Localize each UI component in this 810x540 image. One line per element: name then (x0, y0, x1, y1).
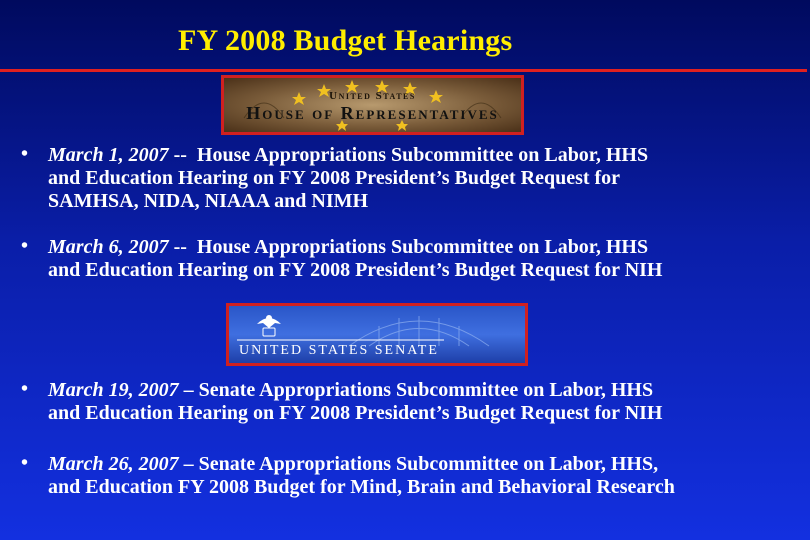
hearing-description-line3: SAMHSA, NIDA, NIAAA and NIMH (48, 190, 369, 212)
hearing-date: March 1, 2007 (48, 144, 169, 166)
title-divider (0, 69, 807, 72)
hearing-description-line2: and Education Hearing on FY 2008 President’s Budget Request for NIH (48, 402, 663, 424)
united-states-senate-logo (226, 303, 528, 366)
hearing-date: March 19, 2007 (48, 379, 179, 401)
slide-title: FY 2008 Budget Hearings (178, 24, 513, 57)
bullet-dot-icon: • (21, 378, 29, 400)
bullet-dot-icon: • (21, 143, 29, 165)
house-logo-line1: United States (329, 90, 416, 102)
bullet-dot-icon: • (21, 235, 29, 257)
hearing-description: House Appropriations Subcommittee on Labor, HHS (196, 236, 649, 258)
senate-logo-text: UNITED STATES SENATE (239, 343, 439, 358)
hearing-description-line2: and Education Hearing on FY 2008 President’s Budget Request for (48, 167, 621, 189)
house-logo-line2: House of Representatives (246, 103, 499, 123)
separator: – (178, 379, 199, 401)
hearing-description-line2: and Education FY 2008 Budget for Mind, Brain and Behavioral Research (48, 476, 675, 498)
hearing-date: March 6, 2007 (48, 236, 169, 258)
separator: – (178, 453, 199, 475)
bullet-dot-icon: • (21, 452, 29, 474)
hearing-description: House Appropriations Subcommittee on Labor, HHS (196, 144, 649, 166)
hearing-description: Senate Appropriations Subcommittee on Labor, HHS, (198, 453, 659, 475)
separator: -- (168, 144, 197, 166)
separator: -- (168, 236, 197, 258)
hearing-description: Senate Appropriations Subcommittee on Labor, HHS (198, 379, 654, 401)
hearing-date: March 26, 2007 (48, 453, 179, 475)
hearing-description-line2: and Education Hearing on FY 2008 President’s Budget Request for NIH (48, 259, 663, 281)
house-of-representatives-logo (221, 75, 524, 135)
